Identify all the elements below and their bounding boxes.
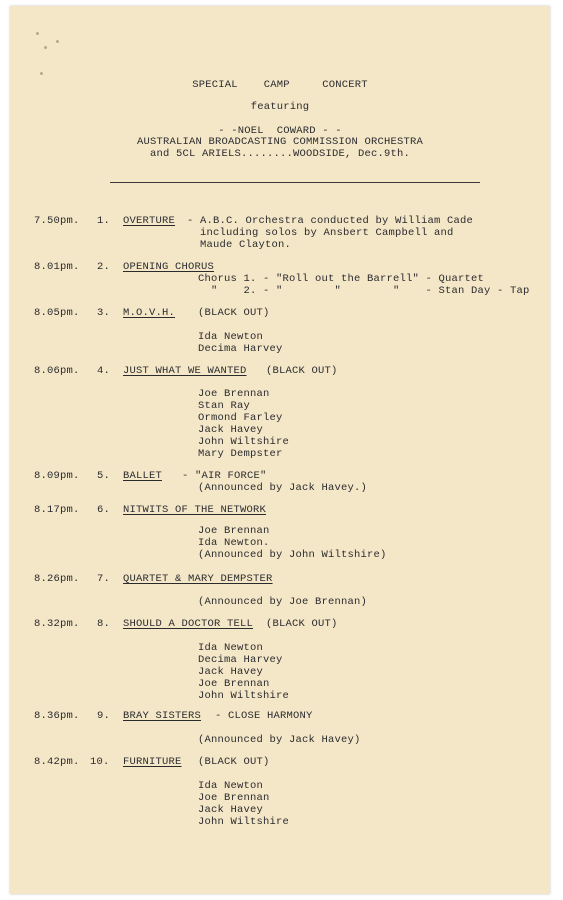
- cast-member: John Wiltshire: [198, 436, 290, 448]
- item-number: 8.: [97, 618, 111, 630]
- item-number: 9.: [97, 710, 111, 722]
- featuring-label: featuring: [250, 101, 310, 113]
- cast-member: Ida Newton.: [198, 537, 270, 549]
- cast-member: Decima Harvey: [198, 343, 283, 355]
- item-description: including solos by Ansbert Campbell and: [187, 227, 454, 239]
- item-description: (Announced by Jack Havey.): [198, 482, 368, 494]
- item-number: 3.: [97, 307, 111, 319]
- cast-member: Ida Newton: [198, 642, 264, 654]
- item-time: 8.32pm.: [34, 618, 80, 630]
- item-title: NITWITS OF THE NETWORK: [123, 504, 267, 516]
- cast-member: Jack Havey: [198, 666, 264, 678]
- item-number: 4.: [97, 365, 111, 377]
- item-title: OVERTURE: [123, 215, 176, 227]
- item-title: JUST WHAT WE WANTED: [123, 365, 247, 377]
- cast-member: Mary Dempster: [198, 448, 283, 460]
- item-description: - A.B.C. Orchestra conducted by William Cade: [187, 215, 474, 227]
- item-description: - CLOSE HARMONY: [215, 710, 313, 722]
- chorus-line: " 2. - " " " - Stan Day - Tap: [198, 285, 530, 297]
- featured-artist: - -NOEL COWARD - -: [218, 125, 342, 137]
- item-time: 8.42pm.: [34, 756, 80, 768]
- cast-member: Jack Havey: [198, 804, 264, 816]
- item-title: BRAY SISTERS: [123, 710, 202, 722]
- item-description: Maude Clayton.: [187, 239, 292, 251]
- paper-mark: [40, 72, 43, 75]
- cast-member: Ida Newton: [198, 780, 264, 792]
- announcer-note: (Announced by Jack Havey): [198, 734, 361, 746]
- paper-mark: [56, 40, 59, 43]
- cast-member: Joe Brennan: [198, 388, 270, 400]
- cast-member: Joe Brennan: [198, 792, 270, 804]
- cast-member: John Wiltshire: [198, 690, 290, 702]
- chorus-line: Chorus 1. - "Roll out the Barrell" - Quartet: [198, 273, 485, 285]
- item-number: 7.: [97, 573, 111, 585]
- item-title: OPENING CHORUS: [123, 261, 215, 273]
- program-title: SPECIAL CAMP CONCERT: [192, 79, 368, 91]
- paper-mark: [36, 32, 39, 35]
- item-time: 8.36pm.: [34, 710, 80, 722]
- item-time: 8.26pm.: [34, 573, 80, 585]
- announcer-note: (Announced by Joe Brennan): [198, 596, 368, 608]
- item-time: 7.50pm.: [34, 215, 80, 227]
- item-title: QUARTET & MARY DEMPSTER: [123, 573, 273, 585]
- item-description: (BLACK OUT): [198, 756, 270, 768]
- item-time: 8.17pm.: [34, 504, 80, 516]
- item-title: FURNITURE: [123, 756, 182, 768]
- item-number: 10.: [90, 756, 110, 768]
- cast-member: Stan Ray: [198, 400, 251, 412]
- venue-date-line: and 5CL ARIELS........WOODSIDE, Dec.9th.: [149, 148, 411, 160]
- cast-member: Jack Havey: [198, 424, 264, 436]
- item-time: 8.06pm.: [34, 365, 80, 377]
- item-number: 2.: [97, 261, 111, 273]
- item-description: (BLACK OUT): [266, 365, 338, 377]
- item-number: 5.: [97, 470, 111, 482]
- item-time: 8.05pm.: [34, 307, 80, 319]
- cast-member: Ormond Farley: [198, 412, 283, 424]
- announcer-note: (Announced by John Wiltshire): [198, 549, 387, 561]
- paper-mark: [44, 46, 47, 49]
- item-time: 8.01pm.: [34, 261, 80, 273]
- item-number: 1.: [97, 215, 111, 227]
- cast-member: Joe Brennan: [198, 525, 270, 537]
- item-time: 8.09pm.: [34, 470, 80, 482]
- header-divider: [110, 182, 480, 183]
- item-description: - "AIR FORCE": [182, 470, 267, 482]
- item-description: (BLACK OUT): [198, 307, 270, 319]
- cast-member: Ida Newton: [198, 331, 264, 343]
- concert-program-sheet: [10, 6, 550, 894]
- item-title: M.O.V.H.: [123, 307, 176, 319]
- cast-member: John Wiltshire: [198, 816, 290, 828]
- orchestra-line: AUSTRALIAN BROADCASTING COMMISSION ORCHESTRA: [136, 136, 424, 148]
- item-number: 6.: [97, 504, 111, 516]
- item-title: SHOULD A DOCTOR TELL: [123, 618, 254, 630]
- cast-member: Decima Harvey: [198, 654, 283, 666]
- item-description: (BLACK OUT): [266, 618, 338, 630]
- item-title: BALLET: [123, 470, 163, 482]
- cast-member: Joe Brennan: [198, 678, 270, 690]
